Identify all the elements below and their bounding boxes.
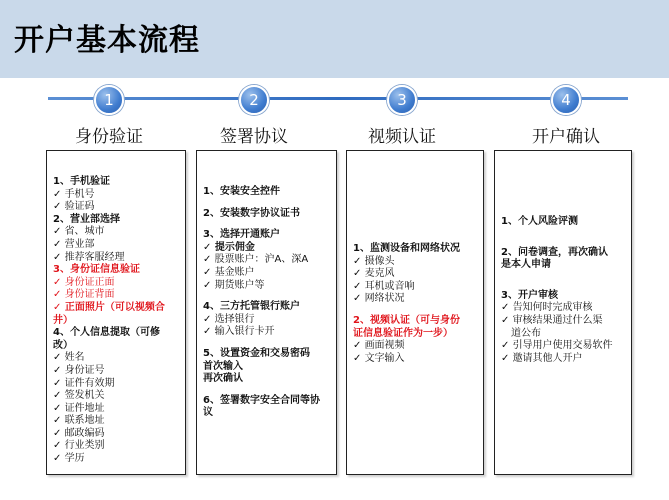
panel1-item: ✓ 营业部 bbox=[53, 239, 179, 252]
panel1-item: ✓ 手机号 bbox=[53, 189, 179, 202]
panel1-item: ✓ 行业类别 bbox=[53, 440, 179, 453]
step-1-label: 身份验证 bbox=[75, 127, 143, 147]
panel4-item: ✓ 告知何时完成审核 bbox=[501, 302, 625, 315]
panel1-item: ✓ 推荐客服经理 bbox=[53, 252, 179, 265]
panel3-item: ✓ 网络状况 bbox=[353, 293, 477, 306]
panel2-heading-6: 6、签署数字安全合同等协 bbox=[203, 394, 320, 406]
panel1-item: ✓ 身份证号 bbox=[53, 365, 179, 378]
panel1-item: ✓ 验证码 bbox=[53, 201, 179, 214]
panel2-item: ✓ 期货账户等 bbox=[203, 280, 330, 293]
panel4-heading-2-cont: 是本人申请 bbox=[501, 259, 551, 271]
panel4-item-cont: 道公布 bbox=[511, 327, 541, 339]
step-3-label: 视频认证 bbox=[368, 127, 436, 147]
panel3-item: ✓ 摄像头 bbox=[353, 256, 477, 269]
step-4-badge: 4 bbox=[551, 85, 581, 115]
panel2-heading-6-cont: 议 bbox=[203, 407, 213, 419]
panel3-item: ✓ 麦克风 bbox=[353, 268, 477, 281]
step-2-badge: 2 bbox=[239, 85, 269, 115]
panel1-item-red: ✓ 身份证背面 bbox=[53, 289, 179, 302]
panel2-item: ✓ 股票账户：沪A、深A bbox=[203, 254, 330, 267]
panel1-item: ✓ 学历 bbox=[53, 453, 179, 466]
panel4-item: ✓ 引导用户使用交易软件 bbox=[501, 340, 625, 353]
panel1-heading-1: 1、手机验证 bbox=[53, 176, 110, 187]
panel2-heading-4: 4、三方托管银行账户 bbox=[203, 301, 300, 313]
panel4-heading-1: 1、个人风险评测 bbox=[501, 216, 578, 227]
panel3-item: ✓ 耳机或音响 bbox=[353, 281, 477, 294]
panel1-heading-4-cont: 改） bbox=[53, 339, 73, 351]
step-3-badge: 3 bbox=[387, 85, 417, 115]
panel3-item: ✓ 画面视频 bbox=[353, 340, 477, 353]
panel1-item: ✓ 证件有效期 bbox=[53, 378, 179, 391]
panel3-item: ✓ 文字输入 bbox=[353, 353, 477, 366]
page-title: 开户基本流程 bbox=[14, 23, 200, 58]
panel2-item: ✓ 提示佣金 bbox=[203, 242, 330, 255]
panel1-heading-2: 2、营业部选择 bbox=[53, 213, 120, 225]
panel1-heading-3: 3、身份证信息验证 bbox=[53, 264, 140, 276]
panel4-item: ✓ 邀请其他人开户 bbox=[501, 353, 625, 366]
panel4-heading-3: 3、开户审核 bbox=[501, 289, 558, 301]
panel2-item: ✓ 基金账户 bbox=[203, 267, 330, 280]
panel-account-confirmation bbox=[494, 150, 632, 475]
panel4-item: ✓ 审核结果通过什么渠 bbox=[501, 315, 625, 328]
panel1-item: ✓ 联系地址 bbox=[53, 415, 179, 428]
panel1-item: ✓ 邮政编码 bbox=[53, 428, 179, 441]
panel2-item: ✓ 输入银行卡开 bbox=[203, 326, 330, 339]
panel1-item: ✓ 省、城市 bbox=[53, 226, 179, 239]
panel2-heading-1: 1、安装安全控件 bbox=[203, 186, 280, 197]
panel2-heading-5-line3: 再次确认 bbox=[203, 373, 243, 385]
panel1-item: ✓ 签发机关 bbox=[53, 390, 179, 403]
panel1-item-red: ✓ 正面照片（可以视频合 bbox=[53, 302, 179, 315]
panel-identity-verification bbox=[46, 150, 186, 475]
title-bar bbox=[0, 0, 669, 78]
panel1-heading-4: 4、个人信息提取（可修 bbox=[53, 327, 160, 339]
panel-video-verification bbox=[346, 150, 484, 475]
panel3-heading-2-cont: 证信息验证作为一步） bbox=[353, 327, 453, 339]
panel2-heading-2: 2、安装数字协议证书 bbox=[203, 207, 300, 219]
panel2-heading-5: 5、设置资金和交易密码 bbox=[203, 347, 310, 359]
panel1-item: ✓ 证件地址 bbox=[53, 403, 179, 416]
panel3-heading-2: 2、视频认证（可与身份 bbox=[353, 314, 460, 326]
panel2-heading-5-line2: 首次输入 bbox=[203, 360, 243, 372]
timeline-line bbox=[48, 97, 628, 100]
step-2-label: 签署协议 bbox=[220, 127, 288, 147]
panel4-heading-2: 2、问卷调查，再次确认 bbox=[501, 246, 608, 258]
panel2-heading-3: 3、选择开通账户 bbox=[203, 229, 280, 241]
step-4-label: 开户确认 bbox=[532, 127, 600, 147]
panel3-heading-1: 1、监测设备和网络状况 bbox=[353, 243, 460, 254]
panel1-item-red: ✓ 身份证正面 bbox=[53, 277, 179, 290]
panel1-item: ✓ 姓名 bbox=[53, 352, 179, 365]
panel1-item-red-cont: 井） bbox=[53, 314, 73, 326]
panel-sign-agreement bbox=[196, 150, 337, 475]
panel2-item: ✓ 选择银行 bbox=[203, 314, 330, 327]
step-1-badge: 1 bbox=[94, 85, 124, 115]
